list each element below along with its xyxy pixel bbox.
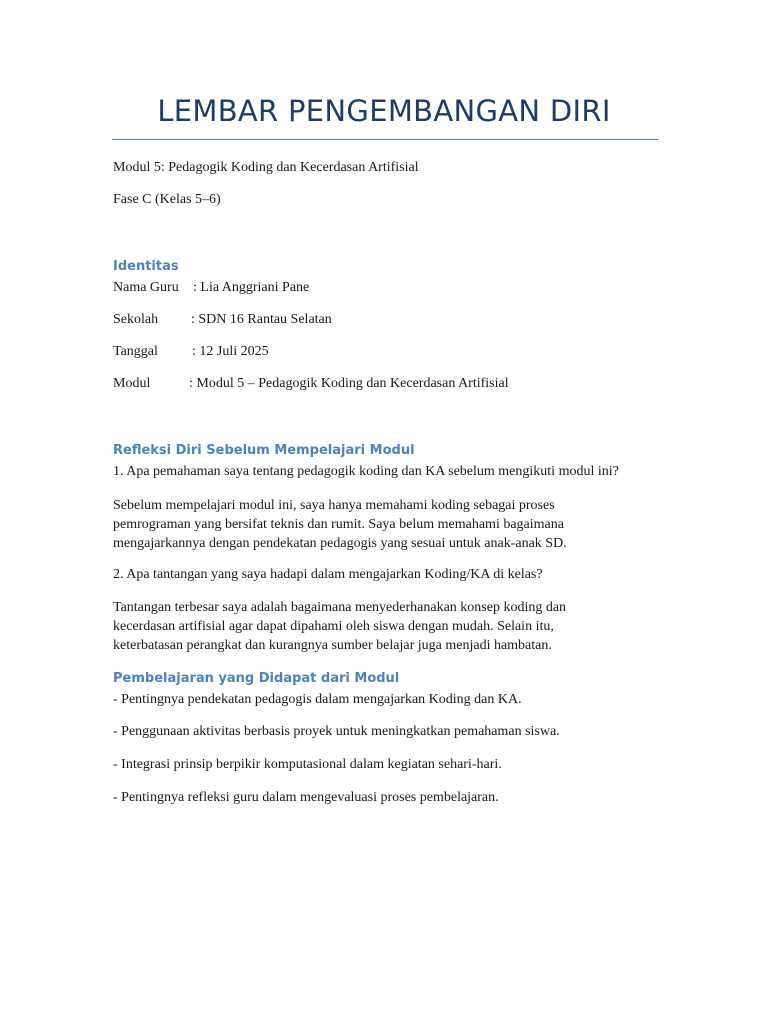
answer-1-line: Sebelum mempelajari modul ini, saya hanya memahami koding sebagai proses <box>113 498 555 513</box>
learning-item: - Integrasi prinsip berpikir komputasional dalam kegiatan sehari-hari. <box>113 757 502 772</box>
identity-value: : 12 Juli 2025 <box>192 344 269 359</box>
answer-2-line: keterbatasan perangkat dan kurangnya sumber belajar juga menjadi hambatan. <box>113 638 552 653</box>
identity-row-name <box>113 279 309 297</box>
answer-1-line: pemrograman yang bersifat teknis dan rumit. Saya belum memahami bagaimana <box>113 517 564 532</box>
identity-label: Sekolah <box>113 312 159 327</box>
answer-1-line: mengajarkannya dengan pendekatan pedagogis yang sesuai untuk anak-anak SD. <box>113 536 567 551</box>
phase-line: Fase C (Kelas 5–6) <box>113 192 221 207</box>
title-underline <box>112 139 658 140</box>
identitas-heading: Identitas <box>113 259 179 274</box>
identity-row-module <box>113 375 509 393</box>
learning-item: - Pentingnya refleksi guru dalam mengevaluasi proses pembelajaran. <box>113 790 499 805</box>
pembelajaran-heading: Pembelajaran yang Didapat dari Modul <box>113 671 400 686</box>
module-line: Modul 5: Pedagogik Koding dan Kecerdasan Artifisial <box>113 160 419 175</box>
learning-item: - Pentingnya pendekatan pedagogis dalam mengajarkan Koding dan KA. <box>113 692 522 707</box>
identity-value: : Modul 5 – Pedagogik Koding dan Kecerdasan Artifisial <box>189 376 509 391</box>
identity-label: Tanggal <box>113 344 158 359</box>
document-title: LEMBAR PENGEMBANGAN DIRI <box>157 94 611 128</box>
identity-value: : SDN 16 Rantau Selatan <box>191 312 332 327</box>
identity-value: : Lia Anggriani Pane <box>193 280 310 295</box>
question-1: 1. Apa pemahaman saya tentang pedagogik koding dan KA sebelum mengikuti modul ini? <box>113 464 619 479</box>
identity-row-date <box>113 343 269 361</box>
answer-1 <box>113 496 643 553</box>
refleksi-heading: Refleksi Diri Sebelum Mempelajari Modul <box>113 443 415 458</box>
answer-2-line: Tantangan terbesar saya adalah bagaimana menyederhanakan konsep koding dan <box>113 600 567 615</box>
identity-row-school <box>113 311 332 329</box>
learning-item: - Penggunaan aktivitas berbasis proyek untuk meningkatkan pemahaman siswa. <box>113 724 560 739</box>
answer-2 <box>113 598 643 655</box>
identity-label: Nama Guru <box>113 280 179 295</box>
answer-2-line: kecerdasan artifisial agar dapat dipahami oleh siswa dengan mudah. Selain itu, <box>113 619 554 634</box>
identity-label: Modul <box>113 376 151 391</box>
question-2: 2. Apa tantangan yang saya hadapi dalam mengajarkan Koding/KA di kelas? <box>113 567 543 582</box>
